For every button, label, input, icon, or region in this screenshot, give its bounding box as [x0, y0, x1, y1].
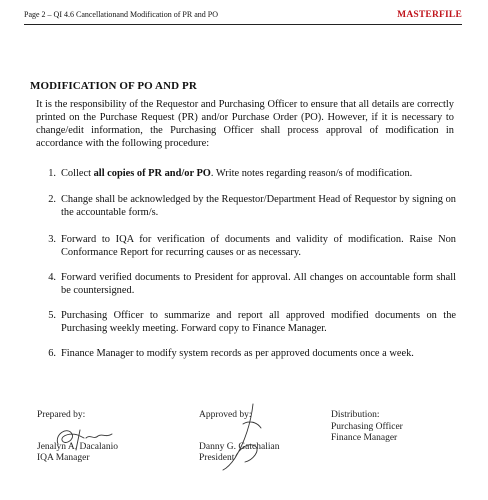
- approved-by-name: Danny G. Gatchalian: [199, 441, 280, 452]
- step-text-bold: all copies of PR and/or PO: [93, 168, 211, 179]
- distribution-block: [331, 410, 403, 445]
- step-text: [61, 167, 456, 180]
- step-number: 1.: [48, 168, 56, 179]
- header-masterfile-label: MASTERFILE: [397, 10, 462, 20]
- step-number: 4.: [48, 272, 56, 283]
- step-text: Finance Manager to modify system records as per approved documents once a week.: [61, 348, 414, 359]
- step-text: Forward verified documents to President for approval. All changes on accountable form shall be countersigned.: [61, 272, 456, 296]
- distribution-item: Purchasing Officer: [331, 421, 403, 432]
- header-document-reference: Page 2 – QI 4.6 Cancellationand Modification of PR and PO: [24, 10, 218, 19]
- approved-by-title: President: [199, 453, 235, 463]
- prepared-by-signature: [50, 420, 120, 454]
- header-divider: [24, 24, 462, 25]
- prepared-by-label: Prepared by:: [37, 410, 86, 420]
- page-header: [24, 10, 462, 24]
- section-title: MODIFICATION OF PO AND PR: [30, 80, 197, 92]
- prepared-by-name: Jenalyn A. Dacalanio: [37, 441, 118, 452]
- intro-paragraph: It is the responsibility of the Requestor and Purchasing Officer to ensure that all details are correctly printed on the Purchase Request (PR) and/or Purchase Order (PO). However, if it is necessary to change/edit information, the Purchasing Officer shall process approval of modification in accordance with the following procedure:: [36, 99, 454, 149]
- step-text-post: . Write notes regarding reason/s of modification.: [210, 168, 413, 179]
- distribution-label: Distribution:: [331, 410, 380, 420]
- step-number: 6.: [48, 348, 56, 359]
- step-number: 5.: [48, 310, 56, 321]
- prepared-by-title: IQA Manager: [37, 453, 90, 463]
- step-text-pre: Collect: [61, 168, 94, 179]
- step-number: 2.: [48, 194, 56, 205]
- approved-by-label: Approved by:: [199, 410, 252, 420]
- step-number: 3.: [48, 234, 56, 245]
- step-text: Forward to IQA for verification of documents and validity of modification. Raise Non Conformance Report for recurring causes or as necessary.: [61, 234, 456, 258]
- step-text: Purchasing Officer to summarize and report all approved modified documents on the Purchasing weekly meeting. Forward copy to Finance Manager.: [61, 310, 456, 334]
- distribution-item: Finance Manager: [331, 433, 398, 443]
- step-text: Change shall be acknowledged by the Requestor/Department Head of Requestor by signing on the accountable form/s.: [61, 194, 456, 218]
- approved-by-signature: [205, 402, 275, 474]
